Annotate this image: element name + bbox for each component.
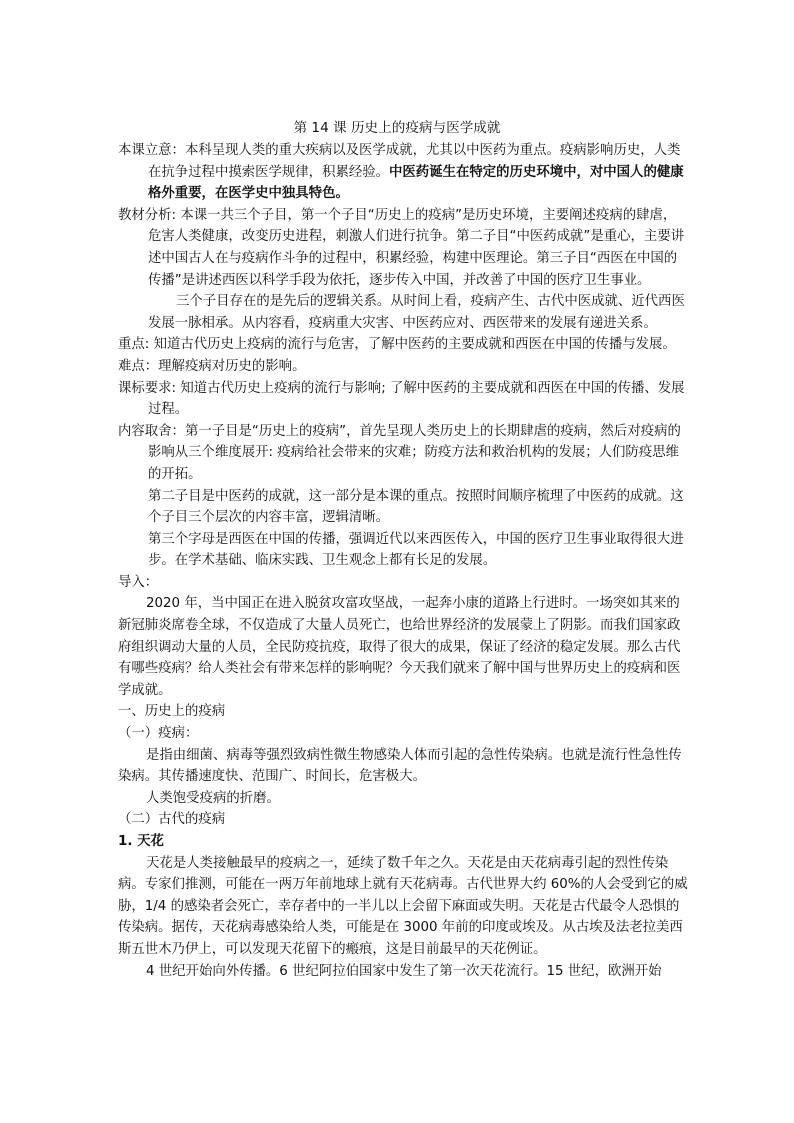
intro-label: 导入： (118, 574, 159, 590)
epidemic-definition: 是指由细菌、病毒等强烈致病性微生物感染人体而引起的急性传染病。也就是流行性急性传染病。其传播速度快、范围广、时间长，危害极大。 (118, 747, 682, 785)
lesson-title: 第 14 课 历史上的疫病与医学成就 (293, 120, 501, 136)
smallpox-para2: 4 世纪开始向外传播。6 世纪阿拉伯国家中发生了第一次天花流行。15 世纪，欧洲开始 (146, 963, 662, 979)
lesson-intent (118, 140, 688, 205)
textbook-analysis (118, 205, 688, 291)
key-point-text: 知道古代历史上疫病的流行与危害，了解中医药的主要成就和西医在中国的传播与发展。 (153, 337, 676, 353)
curriculum-standard (118, 378, 688, 421)
smallpox-para1: 天花是人类接触最早的疫病之一，延续了数千年之久。天花是由天花病毒引起的烈性传染病。专家们推测，可能在一两万年前地球上就有天花病毒。古代世界大约 60%的人会受到它的威胁，1/4 的感染者会死亡，幸存者中的一半儿以上会留下麻面或失明。天花是古代最令人恐惧的传染病。据传，天花病毒感染给人类，可能是在 3000 年前的印度或埃及。从古埃及法老拉美西斯五世木乃伊上，可以发现天花留下的瘢痕，这是目前最早的天花例证。 (118, 855, 688, 957)
content-selection-label: 内容取舍： (118, 423, 185, 439)
textbook-analysis-para2: 三个子目存在的是先后的逻辑关系。从时间上看，疫病产生、古代中医成就、近代西医发展一脉相承。从内容看，疫病重大灾害、中医药应对、西医带来的发展有递进关系。 (148, 294, 685, 331)
lesson-intent-label: 本课立意： (118, 143, 185, 158)
textbook-analysis-para1: 本课一共三个子目，第一个子目“历史上的疫病”是历史环境，主要阐述疫病的肆虐，危害人类健康，改变历史进程，刺激人们进行抗争。第二子目“中医药成就”是重心，主要讲述中国古人在与疫病作斗争的过程中，积累经验，构建中医理论。第三子目“西医在中国的传播”是讲述西医以科学手段为依托，逐步传入中国，并改善了中国的医疗卫生事业。 (148, 207, 685, 288)
textbook-analysis-label: 教材分析: (118, 207, 181, 223)
standard-text: 知道古代历史上疫病的流行与影响; 了解中医药的主要成就和西医在中国的传播、发展过程。 (148, 380, 685, 418)
subsection-heading-ancient: （二）古代的疫病 (118, 812, 226, 828)
smallpox-heading: 1. 天花 (118, 834, 164, 849)
content-selection-para3: 第三个字母是西医在中国的传播，强调近代以来西医传入，中国的医疗卫生事业取得很大进步。在学术基础、临床实践、卫生观念上都有长足的发展。 (148, 531, 684, 569)
subsection-heading-epidemic: （一）疫病： (118, 726, 199, 742)
content-selection-para1: 第一子目是“历史上的疫病”，首先呈现人类历史上的长期肆虐的疫病，然后对疫病的影响从三个维度展开: 疫病给社会带来的灾难；防疫方法和救治机构的发展；人们防疫思维的开拓。 (148, 423, 681, 482)
epidemic-note: 人类饱受疫病的折磨。 (146, 790, 280, 806)
content-selection-para2: 第二子目是中医药的成就，这一部分是本课的重点。按照时间顺序梳理了中医药的成就。这个子目三个层次的内容丰富，逻辑清晰。 (148, 488, 684, 526)
difficulty-text: 理解疫病对历史的影响。 (158, 358, 306, 374)
key-point-label: 重点: (118, 337, 154, 353)
difficulty (118, 356, 688, 378)
section-heading: 一、历史上的疫病 (118, 704, 226, 720)
lesson-intent-text: 本科呈现人类的重大疾病以及医学成就，尤其以中医药为重点。疫病影响历史，人类在抗争过程中摸索医学规律，积累经验。 (148, 143, 681, 180)
content-selection (118, 421, 688, 486)
intro-text: 2020 年，当中国正在进入脱贫攻富攻坚战，一起奔小康的道路上行进时。一场突如其来的新冠肺炎席卷全球，不仅造成了大量人员死亡，也给世界经济的发展蒙上了阴影。而我们国家政府组织调动大量的人员，全民防疫抗疫，取得了很大的成果，保证了经济的稳定发展。那么古代有哪些疫病？给人类社会有带来怎样的影响呢？今天我们就来了解中国与世界历史上的疫病和医学成就。 (118, 596, 681, 698)
difficulty-label: 难点： (118, 358, 159, 374)
document-body (118, 140, 688, 982)
key-point (118, 334, 688, 356)
standard-label: 课标要求: (118, 380, 181, 396)
lesson-intent-bold: 中医药诞生在特定的历史环境中，对中国人的健康格外重要，在医学史中独具特色。 (148, 164, 684, 202)
